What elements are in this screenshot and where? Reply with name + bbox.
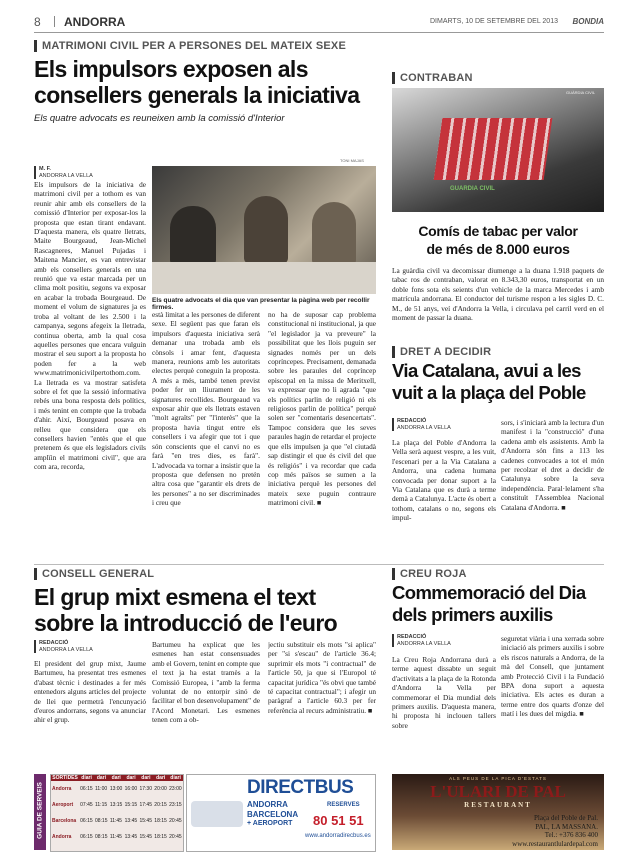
schedule-cell: 17:45 xyxy=(139,802,152,808)
creu-headline-line1: Commemoració del Dia xyxy=(392,582,586,603)
dret-headline-line2: vuit a la plaça del Poble xyxy=(392,382,586,403)
schedule-cell: 13:15 xyxy=(109,802,123,808)
schedule-cell: 13:00 xyxy=(109,786,123,792)
schedule-cell: 11:45 xyxy=(109,834,122,840)
schedule-cell: 15:15 xyxy=(124,802,138,808)
schedule-table xyxy=(51,775,183,845)
schedule-header: dari xyxy=(96,775,106,781)
creu-byline xyxy=(392,634,451,647)
schedule-cell: 06:15 xyxy=(80,818,93,824)
main-byline-place: ANDORRA LA VELLA xyxy=(39,172,93,179)
main-kicker: MATRIMONI CIVIL PER A PERSONES DEL MATEIX SEXE xyxy=(34,40,346,52)
contraban-headline xyxy=(392,222,604,258)
guide-label-text: GUIA DE SERVEIS xyxy=(36,782,44,839)
schedule-cell: 20:45 xyxy=(169,818,182,824)
restaurant-address2: PAL, LA MASSANA. xyxy=(535,822,598,831)
dret-byline xyxy=(392,418,451,431)
photo-figure-center xyxy=(244,196,288,264)
restaurant-ad xyxy=(392,774,604,850)
schedule-cell: 15:45 xyxy=(139,818,152,824)
restaurant-address-block xyxy=(534,814,598,840)
consell-byline xyxy=(34,640,93,653)
schedule-cell: 20:15 xyxy=(154,802,167,808)
dret-byline-author: REDACCIÓ xyxy=(397,418,427,424)
bus-route1: ANDORRA xyxy=(247,800,288,809)
schedule-header-row xyxy=(51,775,183,781)
schedule-header: dari xyxy=(156,775,166,781)
schedule-row xyxy=(51,813,183,829)
page-number: 8 xyxy=(34,15,41,29)
bus-brand: DIRECTBUS xyxy=(247,777,354,798)
section-name: ANDORRA xyxy=(64,15,126,29)
contraban-headline-line1: Comís de tabac per valor xyxy=(418,223,578,239)
main-photo-credit: TONI MAJAS xyxy=(340,158,364,163)
schedule-cell: Andorra xyxy=(52,786,72,792)
schedule-header: dari xyxy=(111,775,121,781)
schedule-cell: 11:15 xyxy=(94,802,108,808)
main-photo-caption: Els quatre advocats el dia que van presentar la pàgina web per recollir firmes. xyxy=(152,297,370,311)
schedule-row xyxy=(51,781,183,797)
main-headline xyxy=(34,56,374,108)
consell-headline xyxy=(34,584,374,636)
main-body-col3: no ha de suposar cap problema constitucional ni institucional, ja que "el legislador ja va preveure" la possibilitat que les llois puguin ser signades només per un dels copríncepes. Precisament, demanada sobre les paraules del copríncep episcopal en la missa de Meritxell, va expressar que no li agrada "que els polítics parlin de religió ni els religiosos parlin de política" perquè solen ser "comentaris desencertats". Tampoc considera que les seves paraules hagin de retardar el projecte que ells impulsen ja que "el ciutadà sap distingir el que és civil del que és religiós" i va recordar que cada cop més països se sumen a la iniciativa perquè les persones del mateix sexe puguin contraure matrimoni civil. ■ xyxy=(268,310,376,508)
schedule-cell: 13:45 xyxy=(124,834,138,840)
page-header xyxy=(34,14,604,33)
dret-headline-line1: Via Catalana, avui a les xyxy=(392,360,581,381)
schedule-cell: 18:15 xyxy=(154,818,167,824)
schedule-cell: 23:00 xyxy=(169,786,182,792)
contraban-headline-line2: de més de 8.000 euros xyxy=(426,241,570,257)
schedule-cell: 16:00 xyxy=(124,786,138,792)
schedule-cell: Aeroport xyxy=(52,802,74,808)
schedule-cell: 08:15 xyxy=(94,834,108,840)
consell-body-col1: El president del grup mixt, Jaume Bartumeu, ha presentat tres esmenes d'abast tècnic i destinades a fer més entenedors alguns articles del projecte de llei que permetrà l'encunyació d'euros andorrans, segons va anunciar ahir el grup. xyxy=(34,659,146,725)
dret-headline xyxy=(392,360,606,404)
consell-byline-place: ANDORRA LA VELLA xyxy=(39,646,93,653)
schedule-cell: 07:45 xyxy=(80,802,93,808)
consell-body-col3: jectiu substituir els mots "si aplica" per "si s'escau" de l'article 36.4; suprimir els mots "i contractual" de l'article 50, ja que si l'Europol té capacitat jurídica "és obvi que també té capacitat contractual"; i afegir un paràgraf a l'article 60.3 per fer referència al recurs administratiu. ■ xyxy=(268,640,376,715)
creu-headline-line2: dels primers auxilis xyxy=(392,604,553,625)
schedule-cell: 06:15 xyxy=(80,786,93,792)
main-headline-line1: Els impulsors exposen als xyxy=(34,56,308,82)
schedule-header: diari xyxy=(170,775,181,781)
contraban-kicker: CONTRABAN xyxy=(392,72,473,84)
schedule-cell: 20:45 xyxy=(169,834,182,840)
consell-kicker: CONSELL GENERAL xyxy=(34,568,154,580)
schedule-cell: 17:30 xyxy=(139,786,152,792)
dret-body-col1: La plaça del Poble d'Andorra la Vella serà aquest vespre, a les vuit, l'escenari per a la Via Catalana a Andorra, una cadena humana convocada per donar suport a la Via Catalana que es durà a terme demà a Catalunya. L'acte és obert a tothom, catalans o no, segons els impul- xyxy=(392,438,496,523)
consell-headline-line1: El grup mixt esmena el text xyxy=(34,584,316,610)
bus-reserves: RESERVES xyxy=(327,802,360,808)
bus-phone: 80 51 51 xyxy=(313,813,364,828)
header-divider xyxy=(54,16,55,27)
schedule-cell: 23:15 xyxy=(169,802,182,808)
directbus-ad xyxy=(186,774,376,852)
paper-name: BONDIA xyxy=(572,17,604,26)
consell-body-col2: Bartumeu ha explicat que les esmenes han estat consensuades amb el Govern, tenint en compte que el text ja ha estat tramès a la Comissió Europea, i "amb la ferma voluntat de no entorpir sinó de facilitar el bon desenvolupament" de l'Acord Monetari. Les esmenes tenen com a ob- xyxy=(152,640,260,725)
creu-kicker: CREU ROJA xyxy=(392,568,467,580)
creu-byline-author: REDACCIÓ xyxy=(397,634,427,640)
creu-body-col2: seguretat viària i una xerrada sobre iniciació als primers auxilis i sobre els riscos naturals a Andorra, de la mà del Consell, que juntament amb Protecció Civil i la Fundació BPA dona suport a aquesta iniciativa. Els actes es duran a terme entre dos quarts d'onze del matí i les dues del migdia. ■ xyxy=(501,634,604,719)
dret-kicker: DRET A DECIDIR xyxy=(392,346,491,358)
schedule-header: SORTIDES xyxy=(52,775,78,781)
contraban-photo-credit: GUÀRDIA CIVIL xyxy=(566,90,596,95)
creu-body-col1: La Creu Roja Andorrana durà a terme aquest dissabte un seguit d'activitats a la plaça de la Rotonda d'Andorra la Vella per commemorar el Dia mundial dels primers auxilis. D'aquesta manera, hi proposta hi inclouen tallers sobre xyxy=(392,655,496,730)
consell-headline-line2: sobre la introducció de l'euro xyxy=(34,610,338,636)
schedule-header: diari xyxy=(81,775,92,781)
bus-schedule xyxy=(50,774,184,852)
header-date: DIMARTS, 10 DE SETEMBRE DEL 2013 xyxy=(430,18,558,25)
schedule-cell: Barcelona xyxy=(52,818,77,824)
main-body-col2: està limitat a les persones de diferent sexe. El següent pas que faran els impulsors d'aquesta iniciativa serà demanar una trobada amb els cònsols i amar fent, d'aquesta manera, reunions amb les autoritats electes perquè coneguin la proposta. A més a més, també tenen previst poder fer un lliurament de les signatures recollides. Bourgeaud va exposar ahir que els lletrats estaven "molt agraïts" per "l'interès" que la proposta havia tingut entre els consellers i va afegir que tot i que són conscients que el canvi no es farà "en tres dies, es farà". L'advocada va tornar a insistir que la proposta que defensen no pretén altra cosa que "garantir els drets de les persones" a no ser discriminades i creu que xyxy=(152,310,260,508)
contraban-photo xyxy=(392,88,604,212)
main-headline-line2: consellers generals la iniciativa xyxy=(34,82,360,108)
schedule-cell: Andorra xyxy=(52,834,72,840)
photo-table xyxy=(152,262,376,294)
schedule-cell: 11:00 xyxy=(94,786,108,792)
restaurant-address1: Plaça del Poble de Pal. xyxy=(534,814,598,822)
contraban-photo-overlay: GUARDIA CIVIL xyxy=(450,186,495,192)
photo-figure-right xyxy=(312,202,356,266)
schedule-header: dari xyxy=(126,775,136,781)
schedule-cell: 11:45 xyxy=(109,818,122,824)
restaurant-sub: RESTAURANT xyxy=(464,801,532,809)
dret-byline-place: ANDORRA LA VELLA xyxy=(397,424,451,431)
bus-route2: BARCELONA xyxy=(247,810,299,819)
dret-body-col2: sors, i s'iniciarà amb la lectura d'un manifest i la "construcció" d'una cadena amb els assistents. Amb la d'Andorra són fins a 113 les cadenes convocades a tot el món per recolzar el dret a decidir de Catalunya sobre la seva independència. Paral·lelament s'ha constituït l'Assemblea Nacional Catalana d'Andorra. ■ xyxy=(501,418,604,512)
tobacco-packs xyxy=(434,118,553,180)
consell-byline-author: REDACCIÓ xyxy=(39,640,69,646)
schedule-cell: 06:15 xyxy=(80,834,93,840)
main-photo xyxy=(152,166,376,294)
schedule-cell: 08:15 xyxy=(94,818,108,824)
bus-icon xyxy=(191,801,243,827)
main-subhead: Els quatre advocats es reuneixen amb la comissió d'Interior xyxy=(34,113,285,124)
schedule-row xyxy=(51,797,183,813)
guide-label xyxy=(34,774,46,850)
restaurant-top: ALS PEUS DE LA PICA D'ESTATS xyxy=(449,776,547,781)
contraban-body: La guàrdia civil va decomissar diumenge a la duana 1.918 paquets de tabac ros de contraban, valorat en 8.343,30 euros, transportat en un doble fons sota els seients d'un vehicle de la marca Mercedes i amb matrícula andorrana. El conductor del turisme respon a les sigles D. C. M., de 51 anys, veí d'Andorra la Vella, i circulava pel carril verd en el moment de passar la duana. xyxy=(392,266,604,323)
main-body-col1: Els impulsors de la iniciativa de matrimoni civil per a tothom es van reunir ahir amb els consellers de la comissió d'Interior per exposar-los la proposta que estan tirant endavant. D'aquesta manera, els quatre lletrats, Maite Bourgeaud, Jean-Michel Rascagneres, Manuel Pujadas i Maitena Mancier, es van entrevistar amb els consellers generals en una reunió que va estar marcada per un clima molt positiu, segons va exposar en acabar la trobada Bourgeaud. De moment el volum de signatures ja es troba al voltant de les 2.500 i la campanya, segons afegeix la lletrada, continua oberta, amb la qual cosa aquelles persones que encara vulguin mostrar el seu suport a la proposta ho poden fer a la web www.matrimonicivilpertothom.com. La lletrada es va mostrar satisfeta sobre el fet que la sessió informativa rebés una bona resposta dels polítics, i més tenint en compte que la trobada d'ahir. Així, Bourgeaud posava en relleu que considera que els consellers havien "entès que el que pretenem és que els legisladors civils amplïin el matrimoni civil", que ara com ara, recorda, xyxy=(34,180,146,472)
schedule-row xyxy=(51,829,183,845)
photo-figure-left xyxy=(170,206,216,266)
restaurant-name: L'ULARI DE PAL xyxy=(430,782,566,801)
bus-route3: + AEROPORT xyxy=(247,820,293,827)
creu-headline xyxy=(392,582,606,626)
main-byline xyxy=(34,166,93,179)
section-separator xyxy=(34,564,604,565)
schedule-cell: 13:45 xyxy=(124,818,138,824)
schedule-cell: 18:15 xyxy=(154,834,167,840)
schedule-cell: 20:00 xyxy=(154,786,167,792)
creu-byline-place: ANDORRA LA VELLA xyxy=(397,640,451,647)
main-byline-author: M. F. xyxy=(39,166,51,172)
restaurant-web: www.restaurantlulardepal.com xyxy=(512,840,598,848)
schedule-cell: 15:45 xyxy=(139,834,152,840)
bus-web: www.andorradirecbus.es xyxy=(305,833,371,839)
restaurant-tel: Tel.: +376 836 400 xyxy=(544,831,598,839)
schedule-header: dari xyxy=(141,775,151,781)
